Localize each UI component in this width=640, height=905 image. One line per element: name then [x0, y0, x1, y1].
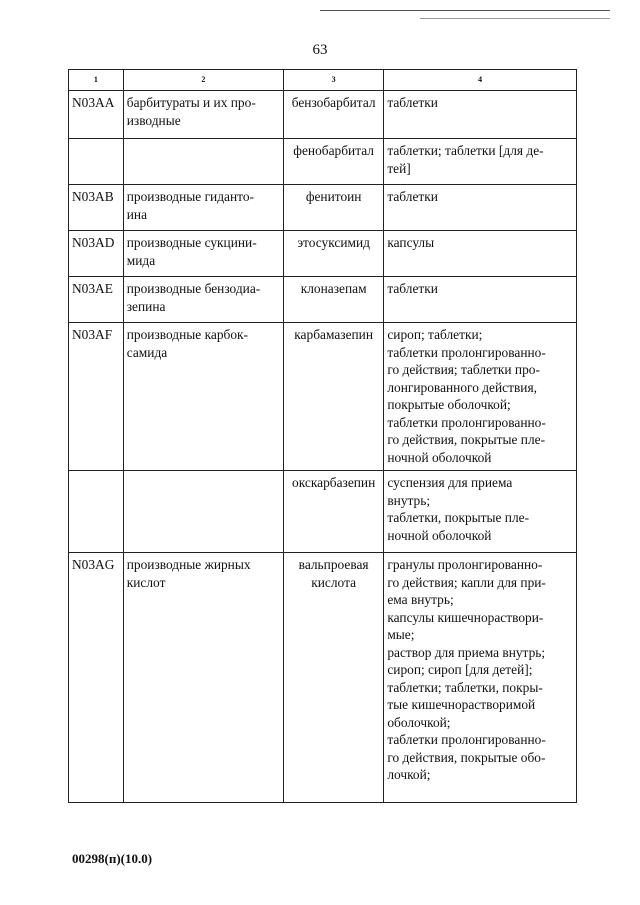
atc-code: N03AF [69, 323, 124, 471]
pharmacological-group [123, 471, 283, 553]
dosage-form: суспензия для приема внутрь; таблетки, покрытые пле- ночной оболочкой [384, 471, 577, 553]
atc-code: N03AE [69, 277, 124, 323]
atc-code: N03AA [69, 91, 124, 139]
pharmacological-group: производные сукцини- мида [123, 231, 283, 277]
dosage-form: сироп; таблетки; таблетки пролонгированно- го действия; таблетки про- лонгированного действия, покрытые оболочкой; таблетки пролонгированно- го действия, покрытые пле- ночной оболочкой [384, 323, 577, 471]
atc-code: N03AB [69, 185, 124, 231]
dosage-form: гранулы пролонгированно- го действия; капли для при- ема внутрь; капсулы кишечнораствори- мые; раствор для приема внутрь; сироп; сироп [для детей]; таблетки; таблетки, покры- тые кишечнорастворимой оболочкой; таблетки пролонгированно- го действия, покрытые обо- лочкой; [384, 553, 577, 803]
dosage-form: таблетки [384, 277, 577, 323]
column-number: 3 [283, 70, 383, 91]
document-code: 00298(п)(10.0) [72, 851, 153, 866]
dosage-form: таблетки [384, 91, 577, 139]
dosage-form: таблетки [384, 185, 577, 231]
pharmacological-group [123, 139, 283, 185]
drug-name: бензобарбитал [283, 91, 383, 139]
drug-name: вальпроевая кислота [283, 553, 383, 803]
table-row [69, 277, 577, 323]
pharmacological-group: производные жирных кислот [123, 553, 283, 803]
drug-name: карбамазепин [283, 323, 383, 471]
drug-name: фенобарбитал [283, 139, 383, 185]
table-row [69, 471, 577, 553]
medicine-table [68, 69, 577, 803]
drug-name: этосуксимид [283, 231, 383, 277]
table-row [69, 323, 577, 471]
header-rule-short [420, 18, 610, 19]
pharmacological-group: производные бензодиа- зепина [123, 277, 283, 323]
atc-code [69, 139, 124, 185]
table-row [69, 553, 577, 803]
atc-code [69, 471, 124, 553]
column-number-row [69, 70, 577, 91]
pharmacological-group: производные гиданто- ина [123, 185, 283, 231]
dosage-form: капсулы [384, 231, 577, 277]
atc-code: N03AG [69, 553, 124, 803]
pharmacological-group: барбитураты и их про- изводные [123, 91, 283, 139]
table-row [69, 231, 577, 277]
dosage-form: таблетки; таблетки [для де- тей] [384, 139, 577, 185]
drug-name: клоназепам [283, 277, 383, 323]
pharmacological-group: производные карбок- самида [123, 323, 283, 471]
header-rule [320, 10, 610, 11]
atc-code: N03AD [69, 231, 124, 277]
table-row [69, 185, 577, 231]
page-number: 63 [312, 42, 328, 58]
drug-name: окскарбазепин [283, 471, 383, 553]
column-number: 1 [69, 70, 124, 91]
drug-name: фенитоин [283, 185, 383, 231]
column-number: 4 [384, 70, 577, 91]
table-row [69, 139, 577, 185]
column-number: 2 [123, 70, 283, 91]
table-row [69, 91, 577, 139]
